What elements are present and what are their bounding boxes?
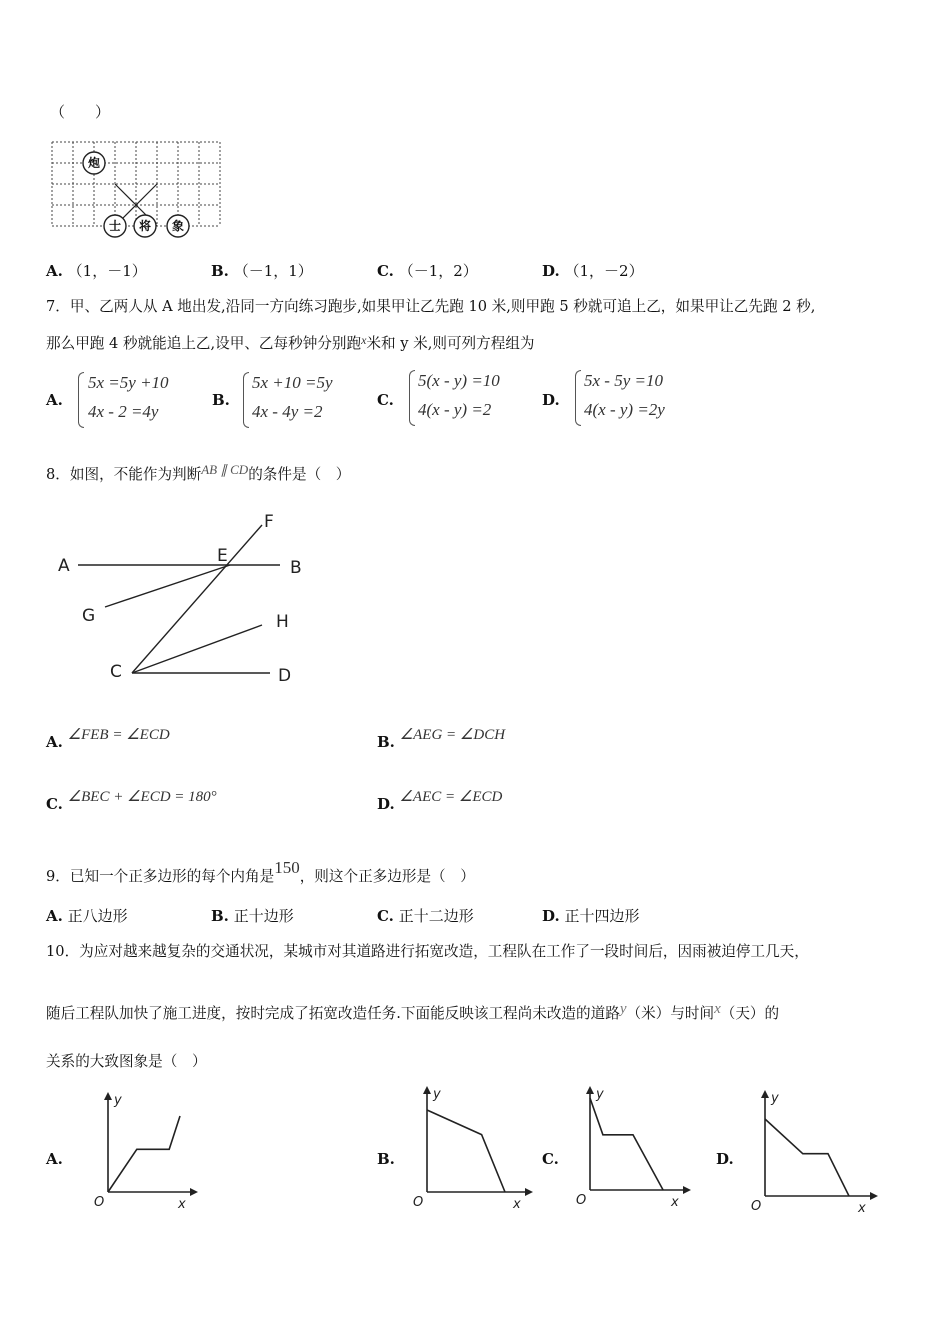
x-axis-arrow-icon bbox=[190, 1188, 198, 1196]
q8-option-d: D. ∠AEC = ∠ECD bbox=[377, 789, 503, 813]
point-d-label: D bbox=[278, 666, 292, 686]
q7-option-b-label: B. bbox=[212, 391, 230, 409]
q9-option-a: A. 正八边形 bbox=[46, 907, 128, 925]
prev-option-c: C. （－1，2） bbox=[377, 262, 478, 280]
x-axis-label: x bbox=[513, 1197, 521, 1212]
q10-graph-c bbox=[568, 1082, 693, 1212]
point-h-label: H bbox=[276, 612, 289, 632]
q10-option-d-label: D. bbox=[716, 1150, 734, 1168]
x-axis-label: x bbox=[671, 1195, 679, 1210]
origin-label: O bbox=[576, 1193, 587, 1208]
y-axis-arrow-icon bbox=[104, 1092, 112, 1100]
q9-option-d: D. 正十四边形 bbox=[542, 907, 640, 925]
chess-label-pao: 炮 bbox=[87, 156, 101, 170]
y-axis-label: y bbox=[433, 1087, 441, 1102]
q9-stem: 9．已知一个正多边形的每个内角是150，则这个正多边形是（ ） bbox=[46, 858, 475, 885]
origin-label: O bbox=[413, 1195, 424, 1210]
q8-option-c: C. ∠BEC + ∠ECD = 180° bbox=[46, 789, 217, 813]
line-cf bbox=[132, 525, 262, 673]
origin-label: O bbox=[94, 1195, 105, 1210]
chess-board-figure bbox=[48, 138, 224, 243]
y-axis-arrow-icon bbox=[586, 1086, 594, 1094]
y-axis-label: y bbox=[771, 1091, 779, 1106]
q7-option-d-label: D. bbox=[542, 391, 560, 409]
q7-option-c-brace bbox=[409, 370, 415, 426]
origin-label: O bbox=[751, 1199, 762, 1214]
q7-option-b-brace bbox=[243, 372, 249, 428]
q10-option-a-label: A. bbox=[46, 1150, 63, 1168]
q7-option-a-system: 5x =5y +10 4x - 2 =4y bbox=[88, 373, 169, 421]
point-g-label: G bbox=[82, 606, 96, 626]
x-axis-label: x bbox=[178, 1197, 186, 1212]
q10-option-b-label: B. bbox=[377, 1150, 395, 1168]
q10-graph-a bbox=[90, 1088, 200, 1218]
point-f-label: F bbox=[264, 512, 274, 532]
q7-stem-line1: 7．甲、乙两人从 A 地出发,沿同一方向练习跑步,如果甲让乙先跑 10 米,则甲跑 5 秒就可追上乙，如果甲让乙先跑 2 秒, bbox=[46, 298, 816, 315]
line-ch bbox=[132, 625, 262, 673]
q8-option-b: B. ∠AEG = ∠DCH bbox=[377, 727, 506, 751]
x-axis-arrow-icon bbox=[683, 1186, 691, 1194]
y-axis-label: y bbox=[596, 1087, 604, 1102]
point-e-label: E bbox=[217, 546, 228, 566]
q7-option-c-system: 5(x - y) =10 4(x - y) =2 bbox=[418, 371, 500, 419]
q10-graph-d bbox=[745, 1086, 880, 1216]
q10-stem-line1: 10．为应对越来越复杂的交通状况，某城市对其道路进行拓宽改造，工程队在工作了一段时间后，因雨被迫停工几天， bbox=[46, 943, 809, 960]
graph-line bbox=[765, 1119, 849, 1196]
y-axis-arrow-icon bbox=[423, 1086, 431, 1094]
q7-option-d-brace bbox=[575, 370, 581, 426]
point-a-label: A bbox=[58, 556, 70, 576]
q7-option-a-label: A. bbox=[46, 391, 63, 409]
point-c-label: C bbox=[110, 662, 122, 682]
q10-graph-b bbox=[405, 1082, 535, 1212]
q9-option-b: B. 正十边形 bbox=[211, 907, 294, 925]
y-axis-label: y bbox=[114, 1093, 122, 1108]
chess-label-jiang: 将 bbox=[138, 219, 152, 233]
line-eg bbox=[105, 565, 230, 607]
q8-stem: 8．如图，不能作为判断AB ∥ CD的条件是（ ） bbox=[46, 462, 351, 483]
q7-option-c-label: C. bbox=[377, 391, 394, 409]
q7-stem-line2: 那么甲跑 4 秒就能追上乙,设甲、乙每秒钟分别跑$^x$米和 y 米,则可列方程组为 bbox=[46, 333, 535, 352]
q8-option-a: A. ∠FEB = ∠ECD bbox=[46, 727, 170, 751]
answer-paren: （ ） bbox=[50, 103, 111, 121]
q9-option-c: C. 正十二边形 bbox=[377, 907, 474, 925]
graph-line bbox=[590, 1098, 663, 1190]
prev-option-b: B. （－1，1） bbox=[211, 262, 313, 280]
x-axis-arrow-icon bbox=[870, 1192, 878, 1200]
x-axis-label: x bbox=[858, 1201, 866, 1216]
x-axis-arrow-icon bbox=[525, 1188, 533, 1196]
graph-line bbox=[427, 1110, 505, 1192]
point-b-label: B bbox=[290, 558, 302, 578]
y-axis-arrow-icon bbox=[761, 1090, 769, 1098]
q10-option-c-label: C. bbox=[542, 1150, 559, 1168]
chess-label-xiang: 象 bbox=[171, 219, 185, 233]
q7-option-d-system: 5x - 5y =10 4(x - y) =2y bbox=[584, 371, 665, 419]
q8-parallel-lines-figure bbox=[50, 505, 320, 690]
q10-stem-line2: 随后工程队加快了施工进度，按时完成了拓宽改造任务.下面能反映该工程尚未改造的道路y（米）与时间x（天）的 bbox=[46, 1001, 780, 1022]
prev-option-d: D. （1，－2） bbox=[542, 262, 644, 280]
chess-label-shi: 士 bbox=[108, 219, 122, 233]
prev-option-a: A. （1，－1） bbox=[46, 262, 147, 280]
q10-stem-line3: 关系的大致图象是（ ） bbox=[46, 1053, 207, 1070]
q7-option-b-system: 5x +10 =5y 4x - 4y =2 bbox=[252, 373, 333, 421]
graph-line bbox=[108, 1116, 180, 1192]
q7-option-a-brace bbox=[78, 372, 84, 428]
